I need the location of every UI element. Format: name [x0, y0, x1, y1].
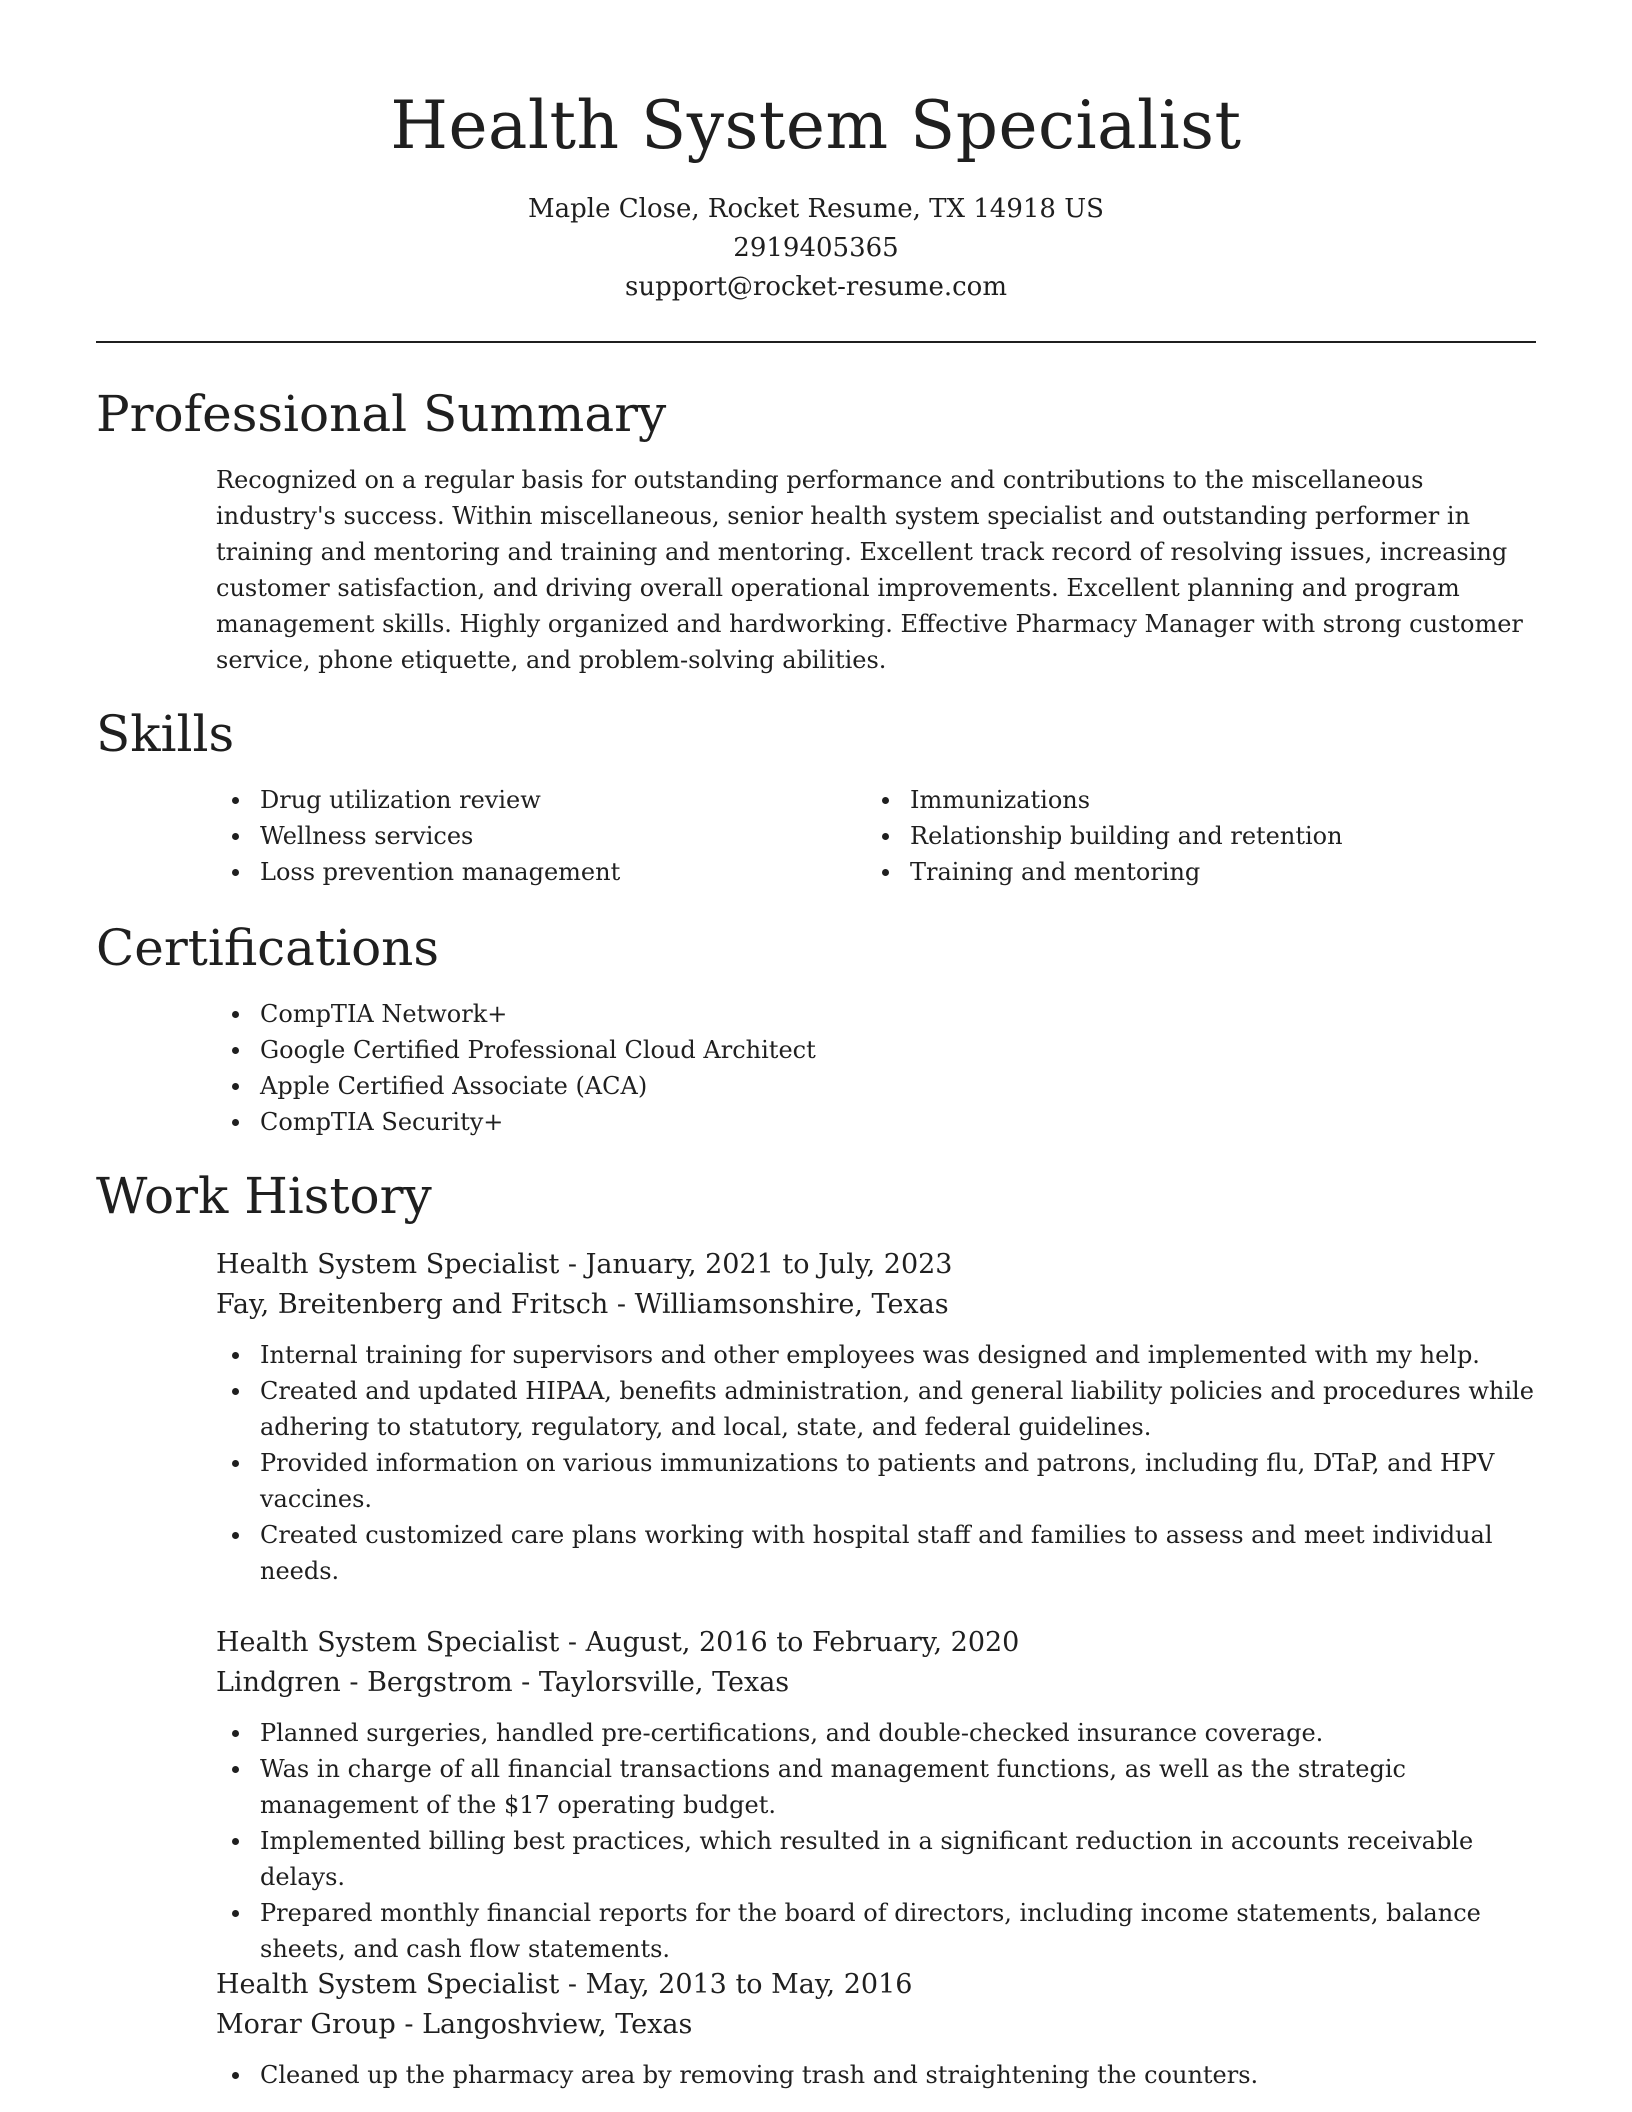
job-bullet: Provided information on various immunizations to patients and patrons, including flu, DTaP, and HPV vaccines. [216, 1445, 1546, 1517]
skill-item: Drug utilization review [216, 782, 866, 818]
address: Maple Close, Rocket Resume, TX 14918 US [528, 194, 1104, 224]
job-company-line: Morar Group - Langoshview, Texas [216, 2009, 693, 2040]
job-bullet: Created and updated HIPAA, benefits administration, and general liability policies and procedures while adhering to statutory, regulatory, and local, state, and federal guidelines. [216, 1373, 1546, 1445]
certification-item: CompTIA Security+ [216, 1104, 1536, 1140]
job-entry [216, 1245, 1546, 1589]
resume-header [0, 80, 1632, 307]
phone: 2919405365 [733, 233, 899, 263]
job-title-line: Health System Specialist - January, 2021 to July, 2023 [216, 1249, 953, 1280]
section-title-skills: Skills [96, 705, 235, 763]
job-bullet: Was in charge of all financial transactions and management functions, as well as the strategic management of the $17 operating budget. [216, 1751, 1546, 1823]
job-bullets [216, 1337, 1546, 1589]
job-title-line: Health System Specialist - May, 2013 to May, 2016 [216, 1969, 913, 2000]
job-bullet: Planned surgeries, handled pre-certifications, and double-checked insurance coverage. [216, 1715, 1546, 1751]
skill-item: Wellness services [216, 818, 866, 854]
job-entry [216, 1965, 1546, 2093]
header-divider [96, 341, 1536, 343]
skills-list [216, 782, 1536, 890]
skill-item: Training and mentoring [866, 854, 1516, 890]
job-entry [216, 1623, 1546, 1967]
email: support@rocket-resume.com [624, 272, 1007, 302]
skill-item: Immunizations [866, 782, 1516, 818]
section-title-certifications: Certifications [96, 919, 440, 977]
job-bullet: Implemented billing best practices, which resulted in a significant reduction in accounts receivable delays. [216, 1823, 1546, 1895]
section-title-work-history: Work History [96, 1167, 432, 1225]
skill-item: Relationship building and retention [866, 818, 1516, 854]
candidate-name: Health System Specialist [390, 87, 1242, 164]
job-bullets [216, 1715, 1546, 1967]
certifications-list [216, 996, 1536, 1140]
summary-text: Recognized on a regular basis for outstanding performance and contributions to the miscellaneous industry's success. Within miscellaneous, senior health system specialist and outstanding performer in training and mentoring and training and mentoring. Excellent track record of resolving issues, increasing customer satisfaction, and driving overall operational improvements. Excellent planning and program management skills. Highly organized and hardworking. Effective Pharmacy Manager with strong customer service, phone etiquette, and problem-solving abilities. [216, 466, 1523, 674]
job-company-line: Lindgren - Bergstrom - Taylorsville, Texas [216, 1667, 790, 1698]
certification-item: CompTIA Network+ [216, 996, 1536, 1032]
job-title-line: Health System Specialist - August, 2016 to February, 2020 [216, 1627, 1020, 1658]
certification-item: Google Certified Professional Cloud Architect [216, 1032, 1536, 1068]
job-bullet: Created customized care plans working with hospital staff and families to assess and meet individual needs. [216, 1517, 1546, 1589]
section-title-summary: Professional Summary [96, 385, 667, 443]
job-bullet: Internal training for supervisors and other employees was designed and implemented with my help. [216, 1337, 1546, 1373]
job-bullets [216, 2057, 1546, 2093]
job-bullet: Cleaned up the pharmacy area by removing trash and straightening the counters. [216, 2057, 1546, 2093]
job-bullet: Prepared monthly financial reports for the board of directors, including income statements, balance sheets, and cash flow statements. [216, 1895, 1546, 1967]
contact-block [0, 190, 1632, 307]
certification-item: Apple Certified Associate (ACA) [216, 1068, 1536, 1104]
job-company-line: Fay, Breitenberg and Fritsch - Williamsonshire, Texas [216, 1289, 949, 1320]
skill-item: Loss prevention management [216, 854, 866, 890]
